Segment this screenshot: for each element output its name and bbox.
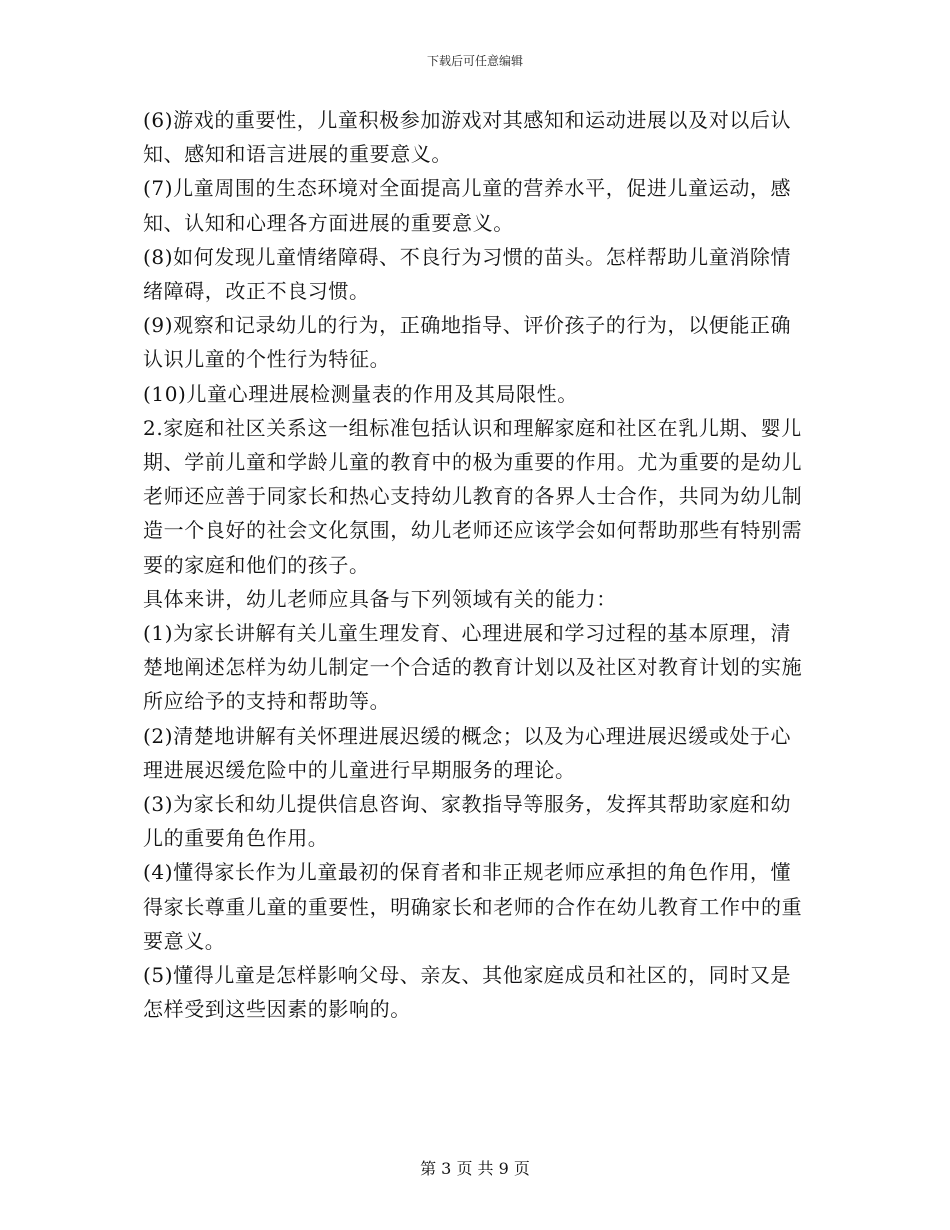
paragraph-item-9: (9)观察和记录幼儿的行为，正确地指导、评价孩子的行为，以便能正确认识儿童的个性行为特征。 xyxy=(143,313,792,372)
document-body xyxy=(143,103,808,1026)
ability-item-2: (2)清楚地讲解有关怀理进展迟缓的概念；以及为心理进展迟缓或处于心理进展迟缓危险中的儿童进行早期服务的理论。 xyxy=(143,723,792,782)
page-number-footer: 第 3 页 共 9 页 xyxy=(420,1159,530,1178)
ability-item-1: (1)为家长讲解有关儿童生理发育、心理进展和学习过程的基本原理，清楚地阐述怎样为幼儿制定一个合适的教育计划以及社区对教育计划的实施所应给予的支持和帮助等。 xyxy=(143,621,803,714)
paragraph-item-7: (7)儿童周围的生态环境对全面提高儿童的营养水平，促进儿童运动，感知、认知和心理各方面进展的重要意义。 xyxy=(143,176,792,235)
paragraph-item-6: (6)游戏的重要性，儿童积极参加游戏对其感知和运动进展以及对以后认知、感知和语言进展的重要意义。 xyxy=(143,108,792,167)
paragraph-item-8: (8)如何发现儿童情绪障碍、不良行为习惯的苗头。怎样帮助儿童消除情绪障碍，改正不良习惯。 xyxy=(143,244,792,304)
page-header: 下载后可任意编辑 xyxy=(426,54,523,68)
ability-item-5: (5)懂得儿童是怎样影响父母、亲友、其他家庭成员和社区的，同时又是怎样受到这些因素的影响的。 xyxy=(143,963,792,1022)
ability-item-4: (4)懂得家长作为儿童最初的保育者和非正规老师应承担的角色作用，懂得家长尊重儿童的重要性，明确家长和老师的合作在幼儿教育工作中的重要意义。 xyxy=(143,860,803,953)
abilities-intro: 具体来讲，幼儿老师应具备与下列领域有关的能力： xyxy=(143,586,617,611)
ability-item-3: (3)为家长和幼儿提供信息咨询、家教指导等服务，发挥其帮助家庭和幼儿的重要角色作用。 xyxy=(143,792,792,851)
section-2-family-community: 2.家庭和社区关系这一组标准包括认识和理解家庭和社区在乳儿期、婴儿期、学前儿童和学龄儿童的教育中的极为重要的作用。尤为重要的是幼儿老师还应善于同家长和热心支持幼儿教育的各界人士合作，共同为幼儿制造一个良好的社会文化氛围，幼儿老师还应该学会如何帮助那些有特别需要的家庭和他们的孩子。 xyxy=(143,415,803,577)
paragraph-item-10: (10)儿童心理进展检测量表的作用及其局限性。 xyxy=(143,381,578,406)
